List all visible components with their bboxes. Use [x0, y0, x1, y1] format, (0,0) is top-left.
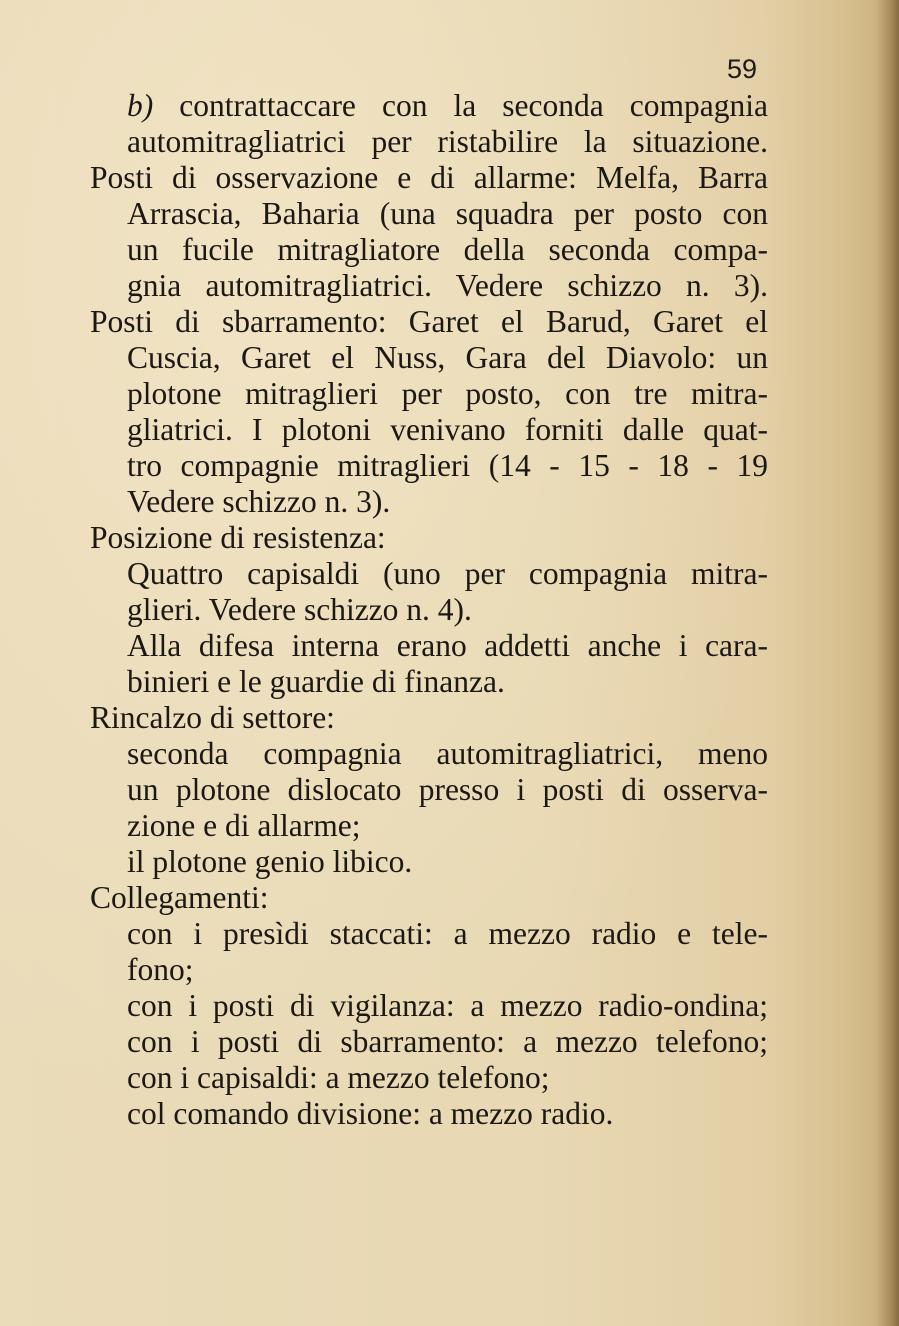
text-line: con i posti di vigilanza: a mezzo radio-ondina; — [127, 988, 768, 1023]
text-line: tro compagnie mitraglieri (14 - 15 - 18 - 19 — [127, 448, 768, 483]
text-line: Cuscia, Garet el Nuss, Gara del Diavolo: un — [127, 340, 768, 375]
text-line: Vedere schizzo n. 3). — [127, 484, 391, 519]
text-line: gliatrici. I plotoni venivano forniti dalle quat- — [127, 412, 768, 447]
text-line: automitragliatrici per ristabilire la situazione. — [127, 124, 768, 159]
text-line: binieri e le guardie di finanza. — [127, 664, 505, 699]
text-line: Alla difesa interna erano addetti anche i cara- — [127, 628, 768, 663]
text-line: un fucile mitragliatore della seconda compa- — [127, 232, 768, 267]
text-line: gnia automitragliatrici. Vedere schizzo n. 3). — [127, 268, 768, 303]
text-line: plotone mitraglieri per posto, con tre mitra- — [127, 376, 768, 411]
text-line: Collegamenti: — [90, 880, 269, 915]
page-spine-shadow — [877, 0, 899, 1326]
text-line: Quattro capisaldi (uno per compagnia mitra- — [127, 556, 768, 591]
text-line: con i posti di sbarramento: a mezzo telefono; — [127, 1024, 768, 1059]
text-line: Posizione di resistenza: — [90, 520, 386, 555]
text-line: Arrascia, Baharia (una squadra per posto con — [127, 196, 768, 231]
text-line: Posti di osservazione e di allarme: Melfa, Barra — [90, 160, 768, 195]
text-line: col comando divisione: a mezzo radio. — [127, 1096, 614, 1131]
page-number: 59 — [727, 54, 758, 84]
text-line: glieri. Vedere schizzo n. 4). — [127, 592, 472, 627]
text-line: Rincalzo di settore: — [90, 700, 335, 735]
text-line: fono; — [127, 952, 194, 987]
text-line: seconda compagnia automitragliatrici, meno — [127, 736, 768, 771]
text-line: zione e di allarme; — [127, 808, 361, 843]
text-line: b) contrattaccare con la seconda compagnia — [127, 88, 768, 123]
text-line: Posti di sbarramento: Garet el Barud, Garet el — [90, 304, 768, 339]
text-line: con i capisaldi: a mezzo telefono; — [127, 1060, 550, 1095]
text-line: con i presìdi staccati: a mezzo radio e tele- — [127, 916, 768, 951]
text-line: il plotone genio libico. — [127, 844, 413, 879]
text-line: un plotone dislocato presso i posti di osserva- — [127, 772, 768, 807]
